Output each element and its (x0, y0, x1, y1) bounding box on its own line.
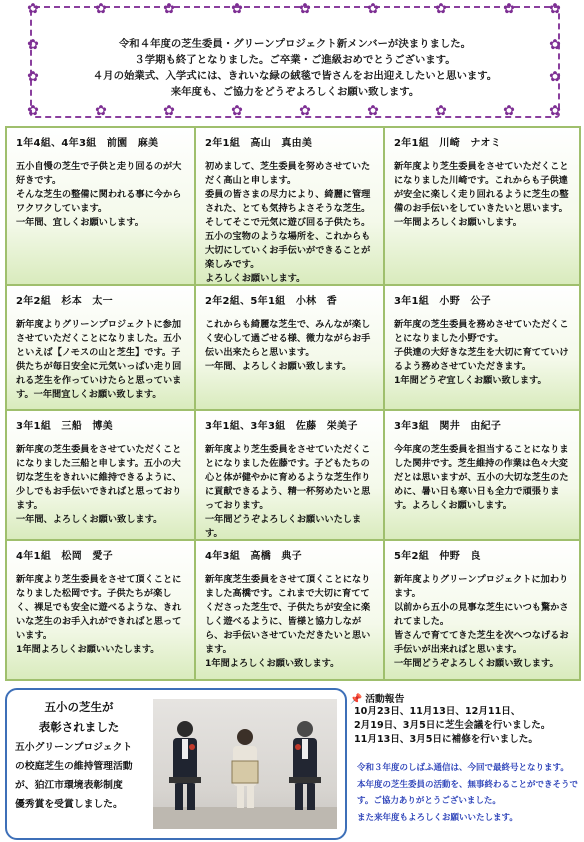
member-name: 3年3組 関井 由紀子 (394, 421, 502, 432)
member-message: 新年度よりグリーンプロジェクトに参加させていただくことになりました。五小といえば【ノモスの山と芝生】です。子供たちが毎日安全に元気いっぱい走り回れる芝生を作っていけたらと思っています。一年間宜しくお願い致します。 (16, 319, 182, 400)
flower-icon (162, 104, 176, 118)
flower-icon (26, 104, 40, 118)
intro-line: ４月の始業式、入学式には、きれいな緑の絨毯で皆さんをお出迎えしたいと思います。 (92, 70, 498, 82)
flower-icon (230, 2, 244, 16)
activity-text: 10月23日、11月13日、12月11日、 2月19日、3月5日に芝生会議を行いました。 11月13日、3月5日に補修を行いました。 (354, 706, 551, 745)
member-message: 新年度の芝生委員を務めさせていただくことになりました小野です。 子供達の大好きな芝生を大切に育てていけるよう務めさせていただきます。 1年間どうぞ宜しくお願い致します。 (394, 319, 569, 386)
award-box (5, 688, 347, 840)
member-card (6, 410, 195, 540)
flower-icon (366, 2, 380, 16)
flower-icon (26, 38, 40, 52)
member-message: 五小自慢の芝生で子供と走り回るのが大好きです。 そんな芝生の整備に関われる事に今からワクワクしています。 一年間、宜しくお願いします。 (16, 161, 182, 228)
award-photo (153, 699, 337, 829)
flower-icon (162, 2, 176, 16)
flower-icon (94, 2, 108, 16)
pin-icon: 📌 (350, 694, 363, 705)
flower-icon (298, 2, 312, 16)
award-photo-illustration (153, 699, 337, 829)
member-name: 2年2組 杉本 太一 (16, 296, 113, 307)
member-message: 新年度より芝生委員をさせて頂くことになりました松岡です。子供たちが楽しく、裸足でも安全に遊べるような、きれいな芝生のお手入れができればと思っています。 1年間よろしくお願いいたします。 (16, 574, 182, 655)
member-message: 新年度よりグリーンプロジェクトに加わります。 以前から五小の見事な芝生にいつも驚かされてました。 皆さんで育ててきた芝生を次へつなげるお手伝いが出来ればと思います。 一年間どうぞよろしくお願い致します。 (394, 574, 569, 669)
award-title-line: 五小の芝生が (44, 700, 114, 714)
flower-icon (548, 70, 562, 84)
member-card (6, 127, 195, 285)
member-card (195, 127, 384, 285)
member-card (384, 410, 580, 540)
flower-icon (94, 104, 108, 118)
member-name: 4年3組 高橋 典子 (205, 551, 302, 562)
intro-text (68, 36, 522, 100)
member-message: 新年度より芝生委員をさせていただくことになりました川崎です。これからも子供達が安全に楽しく走り回れるように芝生の整備のお手伝いをしていきたいと思います。 一年間よろしくお願いします。 (394, 161, 569, 228)
flower-icon (230, 104, 244, 118)
member-card (195, 540, 384, 680)
member-message: 新年度より芝生委員をさせていただくことになりました佐藤です。子どもたちの心と体が健やかに育めるような芝生作りに貢献できるよう、精一杯努めたいと思っております。 一年間どうぞよろしくお願いいたします。 (205, 444, 371, 539)
member-name: 3年1組 小野 公子 (394, 296, 491, 307)
member-name: 3年1組 三船 博美 (16, 421, 113, 432)
member-name: 2年1組 高山 真由美 (205, 138, 313, 149)
member-name: 2年2組、5年1組 小林 香 (205, 296, 338, 307)
award-title-line: 表彰されました (38, 720, 120, 734)
flower-icon (434, 2, 448, 16)
award-body-line: 優秀賞を受賞しました。 (15, 799, 123, 810)
member-message: これからも綺麗な芝生で、みんなが楽しく安心して過ごせる様、微力ながらお手伝い出来たらと思います。 一年間、よろしくお願い致します。 (205, 319, 371, 372)
flower-icon (548, 104, 562, 118)
flower-icon (366, 104, 380, 118)
member-name: 4年1組 松岡 愛子 (16, 551, 113, 562)
flower-icon (434, 104, 448, 118)
member-card (384, 540, 580, 680)
closing-message: 令和３年度のしばふ通信は、今回で最終号となります。 本年度の芝生委員の活動を、無事終わることができそうです。ご協力ありがとうございました。 また来年度もよろしくお願いいたします。 (357, 763, 579, 823)
member-name: 5年2組 仲野 良 (394, 551, 481, 562)
flower-icon (26, 2, 40, 16)
activity-heading (350, 691, 578, 705)
member-name: 3年1組、3年3組 佐藤 栄美子 (205, 421, 358, 432)
flower-icon (502, 104, 516, 118)
member-grid (5, 126, 581, 681)
member-name: 1年4組、4年3組 前園 麻美 (16, 138, 159, 149)
member-card (6, 540, 195, 680)
intro-line: 令和４年度の芝生委員・グリーンプロジェクト新メンバーが決まりました。 (118, 38, 472, 50)
member-card (195, 285, 384, 410)
member-message: 新年度芝生委員をさせて頂くことになりました高橋です。これまで大切に育ててくださった芝生で、子供たちが安全に楽しく遊べるように、皆様と協力しながら、お手伝いさせていただきたいと思います。 1年間よろしくお願い致します。 (205, 574, 371, 669)
award-body (15, 738, 150, 814)
award-body-line: の校庭芝生の維持管理活動 (15, 761, 133, 772)
member-card (384, 127, 580, 285)
flower-icon (502, 2, 516, 16)
award-body-line: が、狛江市環境表彰制度 (15, 780, 123, 791)
header-box (30, 6, 560, 118)
member-card (6, 285, 195, 410)
member-message: 新年度の芝生委員をさせていただくことになりました三船と申します。五小の大切な芝生をきれいに維持できるように、少しでもお手伝いできればと思っております。 一年間、よろしくお願い致します。 (16, 444, 182, 525)
flower-icon (548, 2, 562, 16)
member-message: 今年度の芝生委員を担当することになりました関井です。芝生維持の作業は色々大変だとは思いますが、五小の大切な芝生のために、暑い日も寒い日も全力で頑張ります。よろしくお願いします。 (394, 444, 569, 511)
member-card (195, 410, 384, 540)
member-card (384, 285, 580, 410)
activity-heading-text: 活動報告 (365, 694, 405, 705)
intro-line: ３学期も終了となりました。ご卒業・ご進級おめでとうございます。 (134, 54, 456, 66)
member-name: 2年1組 川崎 ナオミ (394, 138, 502, 149)
award-title (19, 697, 139, 737)
flower-icon (548, 38, 562, 52)
member-message: 初めまして、芝生委員を努めさせていただく高山と申します。 委員の皆さまの尽力により、綺麗に管理された、とても気持ちよさそうな芝生。そしてそこで元気に遊び回る子供たち。五小の宝物のような場所を、これからも大切にしていくお手伝いができることが楽しみです。 よろしくお願いします。 (205, 161, 371, 284)
award-body-line: 五小グリーンプロジェクト (15, 742, 133, 753)
flower-icon (298, 104, 312, 118)
flower-icon (26, 70, 40, 84)
activity-report (350, 691, 578, 747)
intro-line: 来年度も、ご協力をどうぞよろしくお願い致します。 (170, 86, 420, 98)
